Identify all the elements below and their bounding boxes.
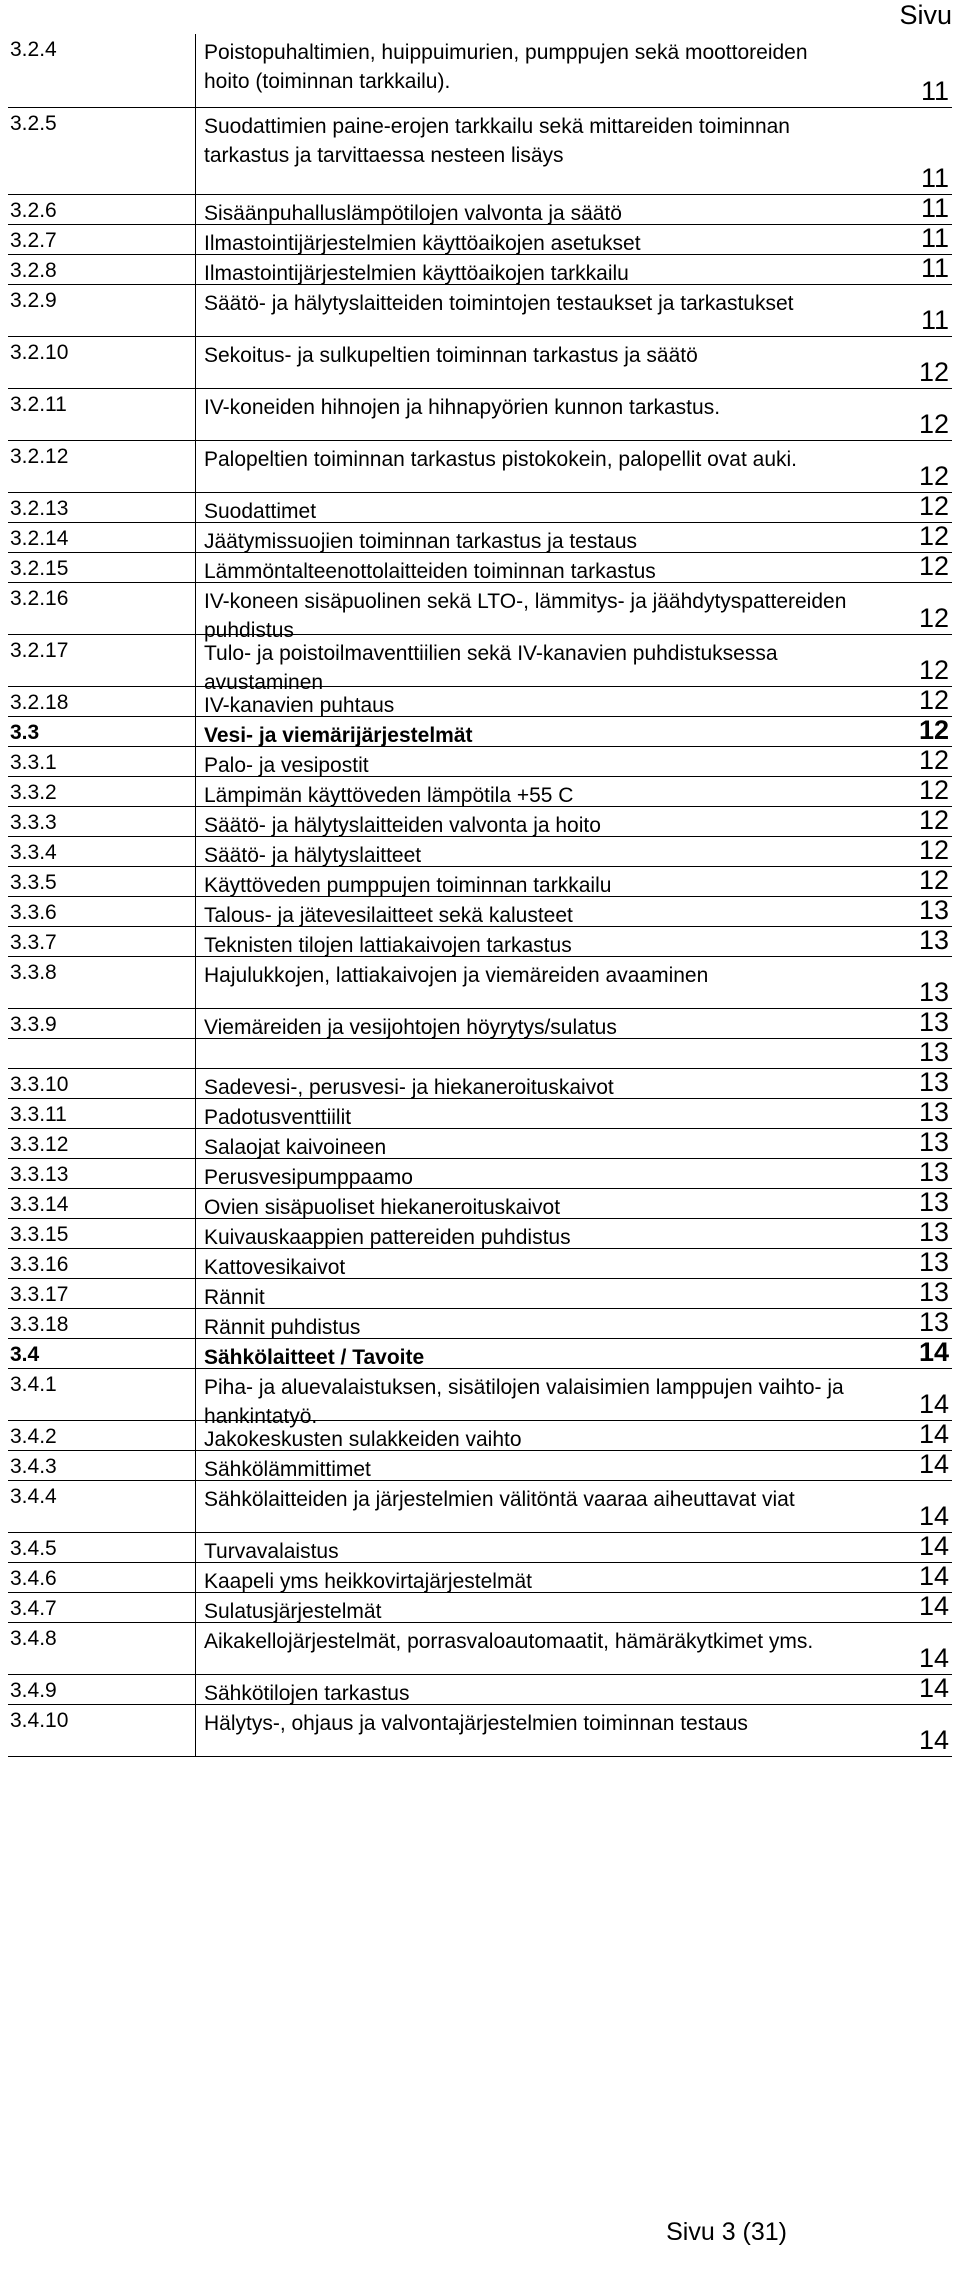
toc-row xyxy=(8,1069,952,1099)
toc-row xyxy=(8,957,952,1009)
toc-section-title: Tulo- ja poistoilmaventtiilien sekä IV-kanavien puhdistuksessa avustaminen xyxy=(204,642,778,694)
toc-page-number: 13 xyxy=(918,1037,949,1067)
toc-row xyxy=(8,687,952,717)
toc-section-title: Sadevesi-, perusvesi- ja hiekaneroituskaivot xyxy=(204,1076,614,1099)
toc-page-number: 13 xyxy=(918,1007,949,1037)
toc-page-number: 13 xyxy=(918,1217,949,1247)
toc-section-title-cell xyxy=(195,837,952,866)
toc-section-title: Säätö- ja hälytyslaitteiden valvonta ja hoito xyxy=(204,814,601,837)
toc-page-number: 12 xyxy=(918,805,949,835)
toc-row xyxy=(8,1339,952,1369)
toc-section-title: Hälytys-, ohjaus ja valvontajärjestelmien toiminnan testaus xyxy=(204,1712,748,1735)
toc-row xyxy=(8,1563,952,1593)
toc-section-number: 3.3.15 xyxy=(10,1223,69,1246)
toc-page-number: 11 xyxy=(920,193,949,223)
toc-section-title-cell xyxy=(195,1563,952,1592)
toc-row xyxy=(8,195,952,225)
toc-page-number: 12 xyxy=(918,603,949,633)
toc-section-title-cell xyxy=(195,897,952,926)
toc-section-title-cell xyxy=(195,225,952,254)
toc-page-number: 14 xyxy=(918,1337,949,1367)
toc-section-title: Suodattimet xyxy=(204,500,317,523)
toc-row xyxy=(8,867,952,897)
toc-section-number: 3.3.1 xyxy=(10,751,57,774)
toc-section-number: 3.3.8 xyxy=(10,961,57,984)
toc-page-number: 14 xyxy=(918,1449,949,1479)
toc-section-number: 3.2.6 xyxy=(10,199,57,222)
toc-section-title: Palopeltien toiminnan tarkastus pistokokein, palopellit ovat auki. xyxy=(204,448,798,471)
toc-page-number: 12 xyxy=(918,865,949,895)
toc-section-number: 3.4.3 xyxy=(10,1455,57,1478)
toc-section-title-cell xyxy=(195,108,952,194)
toc-section-number: 3.2.17 xyxy=(10,639,69,662)
toc-page-number: 12 xyxy=(918,551,949,581)
toc-section-title-cell xyxy=(195,337,952,388)
toc-section-title: Talous- ja jätevesilaitteet sekä kalusteet xyxy=(204,904,573,927)
toc-row xyxy=(8,1279,952,1309)
page-column-header: Sivu xyxy=(899,0,952,30)
toc-section-title-cell xyxy=(195,687,952,716)
toc-page-number: 13 xyxy=(918,925,949,955)
toc-section-title: IV-koneiden hihnojen ja hihnapyörien kunnon tarkastus. xyxy=(204,396,721,419)
toc-section-title: Säätö- ja hälytyslaitteet xyxy=(204,844,422,867)
toc-section-title: Sähkölaitteet / Tavoite xyxy=(204,1346,425,1369)
toc-section-title: Rännit puhdistus xyxy=(204,1316,361,1339)
toc-row xyxy=(8,1705,952,1757)
toc-section-title-cell xyxy=(195,1249,952,1278)
toc-page-number: 12 xyxy=(918,745,949,775)
toc-section-number: 3.2.16 xyxy=(10,587,69,610)
toc-section-number: 3.3.2 xyxy=(10,781,57,804)
toc-page-number: 12 xyxy=(918,655,949,685)
toc-row xyxy=(8,1451,952,1481)
toc-section-title-cell xyxy=(195,441,952,492)
toc-section-title-cell xyxy=(195,1339,952,1368)
toc-row xyxy=(8,717,952,747)
toc-page-number: 13 xyxy=(918,1187,949,1217)
toc-row xyxy=(8,777,952,807)
toc-section-title: Teknisten tilojen lattiakaivojen tarkastus xyxy=(204,934,572,957)
toc-section-number: 3.3.6 xyxy=(10,901,57,924)
toc-section-title-cell xyxy=(195,195,952,224)
toc-row xyxy=(8,1309,952,1339)
toc-section-title: Sähkölämmittimet xyxy=(204,1458,371,1481)
toc-page-number: 14 xyxy=(918,1591,949,1621)
toc-section-title: Sisäänpuhalluslämpötilojen valvonta ja säätö xyxy=(204,202,622,225)
toc-section-number: 3.3.16 xyxy=(10,1253,69,1276)
toc-section-title: Ilmastointijärjestelmien käyttöaikojen asetukset xyxy=(204,232,641,255)
toc-page-number: 12 xyxy=(918,491,949,521)
toc-page-number: 11 xyxy=(920,76,949,106)
toc-section-title-cell xyxy=(195,285,952,336)
toc-row xyxy=(8,337,952,389)
toc-page-number: 13 xyxy=(918,1247,949,1277)
toc-section-title: Poistopuhaltimien, huippuimurien, pumppujen sekä moottoreiden hoito (toiminnan tarkkailu). xyxy=(204,41,808,93)
toc-page-number: 12 xyxy=(918,409,949,439)
toc-section-title: Suodattimien paine-erojen tarkkailu sekä mittareiden toiminnan tarkastus ja tarvittaessa nesteen lisäys xyxy=(204,115,790,167)
toc-page-number: 14 xyxy=(918,1531,949,1561)
toc-section-title-cell xyxy=(195,1039,952,1068)
toc-section-number: 3.3.5 xyxy=(10,871,57,894)
toc-section-number: 3.3.10 xyxy=(10,1073,69,1096)
toc-section-title: Säätö- ja hälytyslaitteiden toimintojen testaukset ja tarkastukset xyxy=(204,292,794,315)
toc-section-title: Palo- ja vesipostit xyxy=(204,754,369,777)
toc-section-title-cell xyxy=(195,1309,952,1338)
toc-page-number: 13 xyxy=(918,1277,949,1307)
toc-page-number: 13 xyxy=(918,1307,949,1337)
toc-row xyxy=(8,747,952,777)
toc-section-number: 3.4 xyxy=(10,1343,40,1366)
toc-page-number: 13 xyxy=(918,977,949,1007)
toc-section-number: 3.2.8 xyxy=(10,259,57,282)
toc-row xyxy=(8,34,952,108)
toc-section-title-cell xyxy=(195,523,952,552)
toc-section-title-cell xyxy=(195,927,952,956)
toc-section-title-cell xyxy=(195,807,952,836)
toc-section-number: 3.3.4 xyxy=(10,841,57,864)
toc-section-number: 3.4.7 xyxy=(10,1597,57,1620)
toc-page-number: 11 xyxy=(920,223,949,253)
toc-section-title: Kuivauskaappien pattereiden puhdistus xyxy=(204,1226,571,1249)
toc-row xyxy=(8,285,952,337)
toc-section-title-cell xyxy=(195,1451,952,1480)
toc-section-title-cell xyxy=(195,1481,952,1532)
toc-section-number: 3.2.9 xyxy=(10,289,57,312)
toc-page-number: 14 xyxy=(918,1419,949,1449)
toc-row xyxy=(8,1159,952,1189)
toc-page-number: 12 xyxy=(918,461,949,491)
toc-section-title: Vesi- ja viemärijärjestelmät xyxy=(204,724,473,747)
toc-section-title-cell xyxy=(195,747,952,776)
toc-section-title: Piha- ja aluevalaistuksen, sisätilojen valaisimien lamppujen vaihto- ja hankintatyö. xyxy=(204,1376,844,1428)
toc-section-title: Sulatusjärjestelmät xyxy=(204,1600,382,1623)
toc-section-title: Padotusventtiilit xyxy=(204,1106,352,1129)
toc-section-title: Perusvesipumppaamo xyxy=(204,1166,413,1189)
toc-row xyxy=(8,1623,952,1675)
toc-section-title-cell xyxy=(195,1159,952,1188)
toc-section-number: 3.2.7 xyxy=(10,229,57,252)
toc-row xyxy=(8,1129,952,1159)
toc-section-title: Kaapeli yms heikkovirtajärjestelmät xyxy=(204,1570,532,1593)
toc-section-title: Viemäreiden ja vesijohtojen höyrytys/sulatus xyxy=(204,1016,617,1039)
toc-page-number: 13 xyxy=(918,1067,949,1097)
toc-page-number: 11 xyxy=(920,253,949,283)
toc-section-title-cell xyxy=(195,1533,952,1562)
toc-row xyxy=(8,523,952,553)
toc-section-number: 3.3 xyxy=(10,721,40,744)
toc-page-number: 12 xyxy=(918,357,949,387)
toc-section-number: 3.4.4 xyxy=(10,1485,57,1508)
toc-section-title: IV-koneen sisäpuolinen sekä LTO-, lämmitys- ja jäähdytyspattereiden puhdistus xyxy=(204,590,847,642)
toc-row xyxy=(8,1039,952,1069)
toc-section-number: 3.3.18 xyxy=(10,1313,69,1336)
toc-row xyxy=(8,493,952,523)
toc-section-title: Aikakellojärjestelmät, porrasvaloautomaatit, hämäräkytkimet yms. xyxy=(204,1630,814,1653)
toc-section-title-cell xyxy=(195,1279,952,1308)
toc-page-number: 14 xyxy=(918,1501,949,1531)
toc-section-title-cell xyxy=(195,255,952,284)
toc-section-title-cell xyxy=(195,717,952,746)
toc-page-number: 14 xyxy=(918,1561,949,1591)
toc-section-title-cell xyxy=(195,1069,952,1098)
toc-row xyxy=(8,1009,952,1039)
toc-section-title: Lämmöntalteenottolaitteiden toiminnan tarkastus xyxy=(204,560,656,583)
toc-section-title: Sekoitus- ja sulkupeltien toiminnan tarkastus ja säätö xyxy=(204,344,698,367)
toc-section-number: 3.2.13 xyxy=(10,497,69,520)
toc-row xyxy=(8,1189,952,1219)
toc-row xyxy=(8,1099,952,1129)
toc-section-title: Käyttöveden pumppujen toiminnan tarkkailu xyxy=(204,874,612,897)
toc-section-title: Hajulukkojen, lattiakaivojen ja viemäreiden avaaminen xyxy=(204,964,709,987)
toc-row xyxy=(8,1593,952,1623)
toc-section-title: Jakokeskusten sulakkeiden vaihto xyxy=(204,1428,522,1451)
toc-section-number: 3.2.11 xyxy=(10,393,67,416)
table-of-contents xyxy=(8,34,952,1757)
toc-section-title-cell xyxy=(195,1593,952,1622)
toc-page-number: 14 xyxy=(918,1643,949,1673)
toc-section-number xyxy=(8,1039,195,1068)
toc-section-title-cell xyxy=(195,1009,952,1038)
toc-page-number: 14 xyxy=(918,1673,949,1703)
toc-section-title-cell xyxy=(195,1623,952,1674)
toc-section-title-cell xyxy=(195,493,952,522)
toc-section-title-cell xyxy=(195,1421,952,1450)
toc-section-title-cell xyxy=(195,777,952,806)
toc-row xyxy=(8,1481,952,1533)
toc-row xyxy=(8,635,952,694)
toc-row xyxy=(8,897,952,927)
toc-section-title: Sähkötilojen tarkastus xyxy=(204,1682,410,1705)
page-footer: Sivu 3 (31) xyxy=(666,2218,787,2246)
toc-row xyxy=(8,1421,952,1451)
toc-section-title-cell xyxy=(195,1675,952,1704)
toc-row xyxy=(8,255,952,285)
toc-section-number: 3.4.8 xyxy=(10,1627,57,1650)
toc-row xyxy=(8,108,952,195)
toc-page-number: 12 xyxy=(918,835,949,865)
toc-section-number: 3.4.10 xyxy=(10,1709,69,1732)
toc-section-title-cell xyxy=(195,553,952,582)
toc-page-number: 14 xyxy=(918,1389,949,1419)
toc-page-number: 12 xyxy=(918,685,949,715)
toc-section-title-cell xyxy=(195,635,952,694)
toc-row xyxy=(8,837,952,867)
toc-row xyxy=(8,1369,952,1428)
toc-page-number: 13 xyxy=(918,895,949,925)
toc-section-number: 3.3.9 xyxy=(10,1013,57,1036)
toc-section-title-cell xyxy=(195,957,952,1008)
toc-section-title-cell xyxy=(195,1189,952,1218)
toc-page-number: 14 xyxy=(918,1725,949,1755)
toc-page-number: 11 xyxy=(920,163,949,193)
toc-section-number: 3.4.6 xyxy=(10,1567,57,1590)
toc-page-number: 13 xyxy=(918,1127,949,1157)
toc-section-title: IV-kanavien puhtaus xyxy=(204,694,395,717)
toc-row xyxy=(8,1219,952,1249)
toc-section-title-cell xyxy=(195,1219,952,1248)
toc-section-title: Salaojat kaivoineen xyxy=(204,1136,387,1159)
toc-row xyxy=(8,1675,952,1705)
toc-row xyxy=(8,583,952,642)
toc-section-title: Ovien sisäpuoliset hiekaneroituskaivot xyxy=(204,1196,561,1219)
toc-section-title: Jäätymissuojien toiminnan tarkastus ja testaus xyxy=(204,530,638,553)
toc-section-number: 3.3.7 xyxy=(10,931,57,954)
toc-page-number: 12 xyxy=(918,521,949,551)
toc-section-title: Rännit xyxy=(204,1286,265,1309)
toc-section-title: Ilmastointijärjestelmien käyttöaikojen tarkkailu xyxy=(204,262,629,285)
toc-row xyxy=(8,1533,952,1563)
toc-section-number: 3.3.12 xyxy=(10,1133,69,1156)
toc-section-title-cell xyxy=(195,389,952,440)
toc-page-number: 12 xyxy=(918,715,949,745)
toc-section-number: 3.3.3 xyxy=(10,811,57,834)
toc-section-number: 3.3.14 xyxy=(10,1193,69,1216)
toc-section-number: 3.2.5 xyxy=(10,112,57,135)
toc-section-title: Sähkölaitteiden ja järjestelmien välitöntä vaaraa aiheuttavat viat xyxy=(204,1488,795,1511)
toc-row xyxy=(8,225,952,255)
toc-page-number: 13 xyxy=(918,1157,949,1187)
toc-page-number: 11 xyxy=(920,305,949,335)
toc-row xyxy=(8,389,952,441)
toc-row xyxy=(8,1249,952,1279)
toc-section-title: Kattovesikaivot xyxy=(204,1256,346,1279)
toc-section-number: 3.3.13 xyxy=(10,1163,69,1186)
toc-section-number: 3.3.17 xyxy=(10,1283,69,1306)
toc-page-number: 13 xyxy=(918,1097,949,1127)
toc-row xyxy=(8,927,952,957)
toc-section-title-cell xyxy=(195,1099,952,1128)
toc-section-title-cell xyxy=(195,34,952,107)
toc-row xyxy=(8,441,952,493)
toc-section-number: 3.2.15 xyxy=(10,557,69,580)
toc-section-number: 3.4.1 xyxy=(10,1373,57,1396)
toc-section-number: 3.2.12 xyxy=(10,445,69,468)
toc-section-number: 3.2.18 xyxy=(10,691,69,714)
toc-section-title: Turvavalaistus xyxy=(204,1540,339,1563)
toc-row xyxy=(8,807,952,837)
toc-section-title-cell xyxy=(195,867,952,896)
toc-section-number: 3.2.4 xyxy=(10,38,57,61)
toc-section-title-cell xyxy=(195,1129,952,1158)
toc-page-number: 12 xyxy=(918,775,949,805)
toc-section-title-cell xyxy=(195,1369,952,1428)
toc-row xyxy=(8,553,952,583)
toc-section-number: 3.4.5 xyxy=(10,1537,57,1560)
toc-section-number: 3.2.14 xyxy=(10,527,69,550)
toc-section-number: 3.2.10 xyxy=(10,341,69,364)
toc-section-number: 3.4.9 xyxy=(10,1679,57,1702)
toc-section-title-cell xyxy=(195,583,952,642)
toc-section-number: 3.4.2 xyxy=(10,1425,57,1448)
toc-section-title: Lämpimän käyttöveden lämpötila +55 C xyxy=(204,784,574,807)
toc-section-title-cell xyxy=(195,1705,952,1756)
toc-section-number: 3.3.11 xyxy=(10,1103,67,1126)
